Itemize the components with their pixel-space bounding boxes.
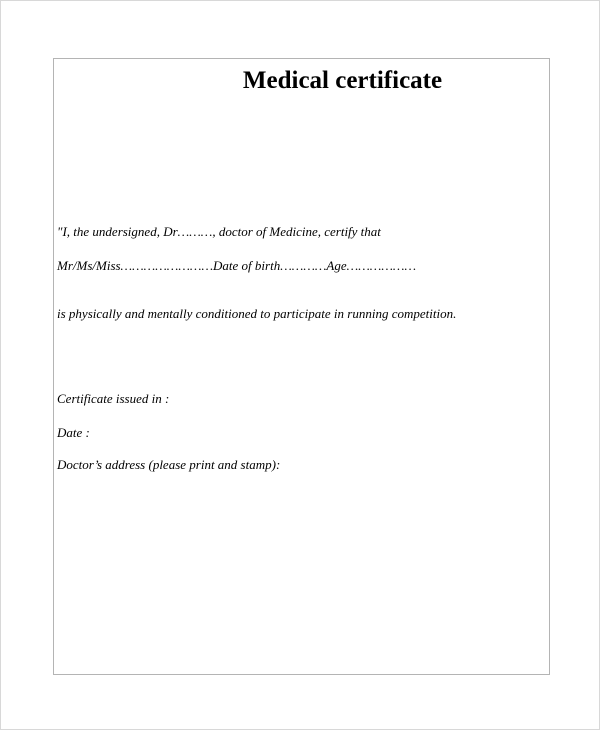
patient-details-line: Mr/Ms/Miss……………………Date of birth…………Age……………… <box>57 258 416 273</box>
fitness-statement: is physically and mentally conditioned to participate in running competition. <box>57 306 457 321</box>
date-label: Date : <box>57 425 90 440</box>
issued-in-label: Certificate issued in : <box>57 391 170 406</box>
certificate-title: Medical certificate <box>242 67 443 94</box>
doctor-address-label: Doctor’s address (please print and stamp): <box>57 457 281 472</box>
certification-statement: "I, the undersigned, Dr………, doctor of Medicine, certify that <box>57 224 381 239</box>
certificate-page <box>53 58 550 675</box>
